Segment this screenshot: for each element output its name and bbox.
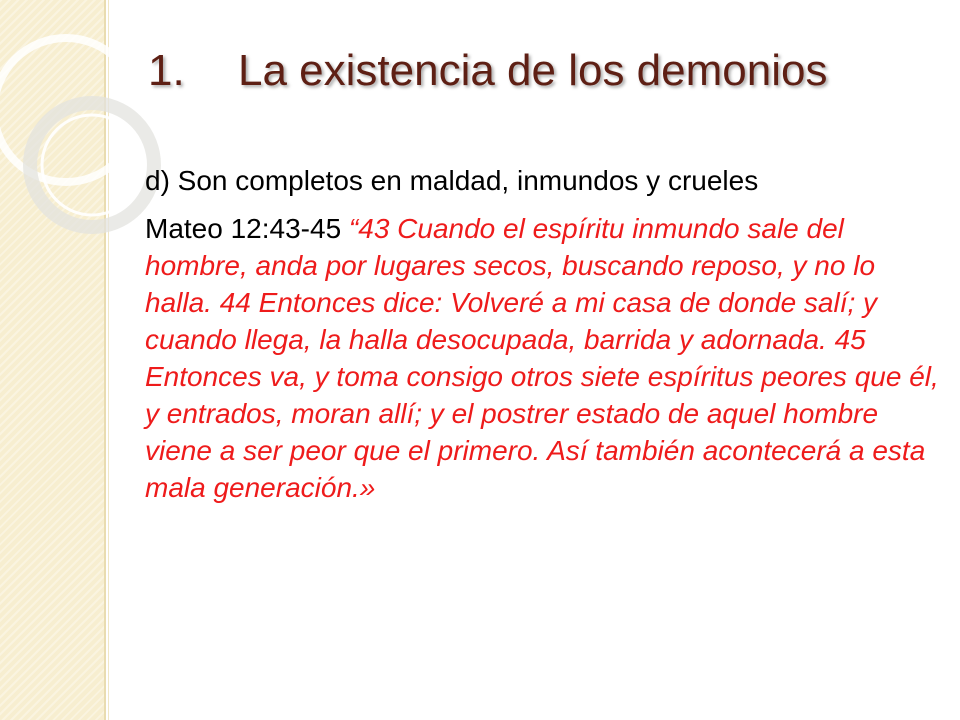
slide-title	[148, 46, 827, 96]
scripture-paragraph	[145, 210, 945, 506]
slide-body	[145, 162, 945, 506]
scripture-verse: “43 Cuando el espíritu inmundo sale del hombre, anda por lugares secos, buscando reposo, y no lo halla. 44 Entonces dice: Volveré a mi casa de donde salí; y cuando llega, la halla desocupada, barrida y adornada. 45 Entonces va, y toma consigo otros siete espíritus peores que él, y entrados, moran allí; y el postrer estado de aquel hombre viene a ser peor que el primero. Así también acontecerá a esta mala generación.»	[145, 213, 939, 503]
title-text: La existencia de los demonios	[238, 46, 828, 95]
scripture-reference: Mateo 12:43-45	[145, 213, 349, 244]
title-number: 1.	[148, 46, 185, 95]
point-heading: d) Son completos en maldad, inmundos y crueles	[145, 165, 759, 196]
